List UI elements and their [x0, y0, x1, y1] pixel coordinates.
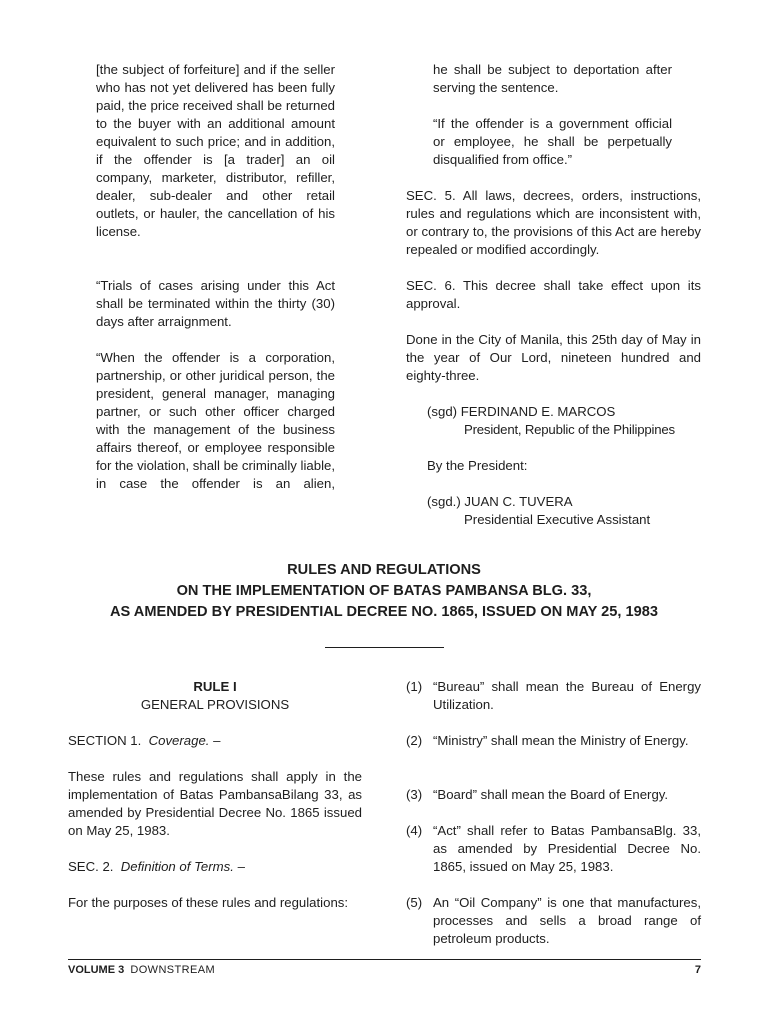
sec6-paragraph: SEC. 6. This decree shall take effect upon its approval.	[406, 278, 701, 311]
definition-text: “Ministry” shall mean the Ministry of Energy.	[433, 733, 689, 748]
definition-item	[406, 678, 701, 714]
section2-title: Definition of Terms.	[120, 859, 234, 874]
page-number: 7	[694, 964, 701, 976]
definition-number: (2)	[406, 733, 423, 748]
section1-heading	[68, 732, 220, 750]
corporation-paragraph: “When the offender is a corporation, partnership, or other juridical person, the president, general manager, managing partner, or such other officer charged with the management of the business affairs thereof, or employee responsible for the violation, shall be criminally liable, in case the offender is an alien,	[96, 350, 335, 491]
rules-heading-line1: RULES AND REGULATIONS	[287, 562, 481, 578]
section2-dash: –	[237, 859, 245, 874]
done-paragraph: Done in the City of Manila, this 25th day of May in the year of Our Lord, nineteen hundred and eighty-three.	[406, 332, 701, 383]
deportation-paragraph: he shall be subject to deportation after serving the sentence.	[433, 62, 672, 95]
section2-label: SEC. 2.	[68, 859, 114, 874]
definition-text: An “Oil Company” is one that manufactures, processes and sells a broad range of petroleum products.	[433, 895, 701, 946]
rules-heading-line2: ON THE IMPLEMENTATION OF BATAS PAMBANSA BLG. 33,	[176, 583, 592, 599]
signatory-marcos-name: (sgd) FERDINAND E. MARCOS	[427, 404, 616, 419]
rules-heading-line3: AS AMENDED BY PRESIDENTIAL DECREE NO. 1865, ISSUED ON MAY 25, 1983	[110, 604, 658, 620]
footer-section: DOWNSTREAM	[130, 964, 216, 976]
section2-heading	[68, 858, 245, 876]
trials-paragraph: “Trials of cases arising under this Act shall be terminated within the thirty (30) days after arraignment.	[96, 278, 335, 329]
signatory-marcos-title: President, Republic of the Philippines	[464, 422, 675, 437]
forfeiture-paragraph: [the subject of forfeiture] and if the seller who has not yet delivered has been fully paid, the price received shall be returned to the buyer with an additional amount equivalent to such price; and in addition, if the offender is [a trader] an oil company, marketer, distributor, refiller, dealer, sub-dealer and other retail outlets, or hauler, the cancellation of his license.	[96, 62, 335, 239]
definition-number: (3)	[406, 787, 423, 802]
definition-number: (1)	[406, 679, 423, 694]
heading-divider	[325, 647, 444, 648]
section1-label: SECTION 1.	[68, 733, 142, 748]
definition-text: “Bureau” shall mean the Bureau of Energy Utilization.	[433, 679, 701, 712]
section1-paragraph: These rules and regulations shall apply in the implementation of Batas PambansaBilang 33, as amended by Presidential Decree No. 1865 issued on May 25, 1983.	[68, 769, 362, 838]
definition-text: “Act” shall refer to Batas PambansaBlg. 33, as amended by Presidential Decree No. 1865, issued on May 25, 1983.	[433, 823, 701, 874]
section2-paragraph: For the purposes of these rules and regulations:	[68, 895, 349, 910]
definition-text: “Board” shall mean the Board of Energy.	[433, 787, 669, 802]
government-paragraph: “If the offender is a government official or employee, he shall be perpetually disqualified from office.”	[433, 116, 672, 167]
footer-rule	[68, 959, 701, 960]
signatory-tuvera-name: (sgd.) JUAN C. TUVERA	[427, 494, 573, 509]
definition-item	[406, 732, 701, 750]
sec5-paragraph: SEC. 5. All laws, decrees, orders, instructions, rules and regulations which are inconsistent with, or contrary to, the provisions of this Act are hereby repealed or modified accordingly.	[406, 188, 701, 257]
definition-number: (5)	[406, 895, 423, 910]
by-the-president: By the President:	[427, 458, 528, 473]
signatory-tuvera-title: Presidential Executive Assistant	[464, 512, 651, 527]
definition-item	[406, 894, 701, 948]
definition-number: (4)	[406, 823, 423, 838]
rule-title: GENERAL PROVISIONS	[140, 697, 290, 712]
section1-title: Coverage.	[148, 733, 210, 748]
section1-dash: –	[213, 733, 221, 748]
rule-number: RULE I	[193, 679, 237, 694]
definition-item	[406, 822, 701, 876]
definition-item	[406, 786, 701, 804]
footer-volume: VOLUME 3	[68, 964, 125, 976]
footer-left	[68, 963, 215, 977]
